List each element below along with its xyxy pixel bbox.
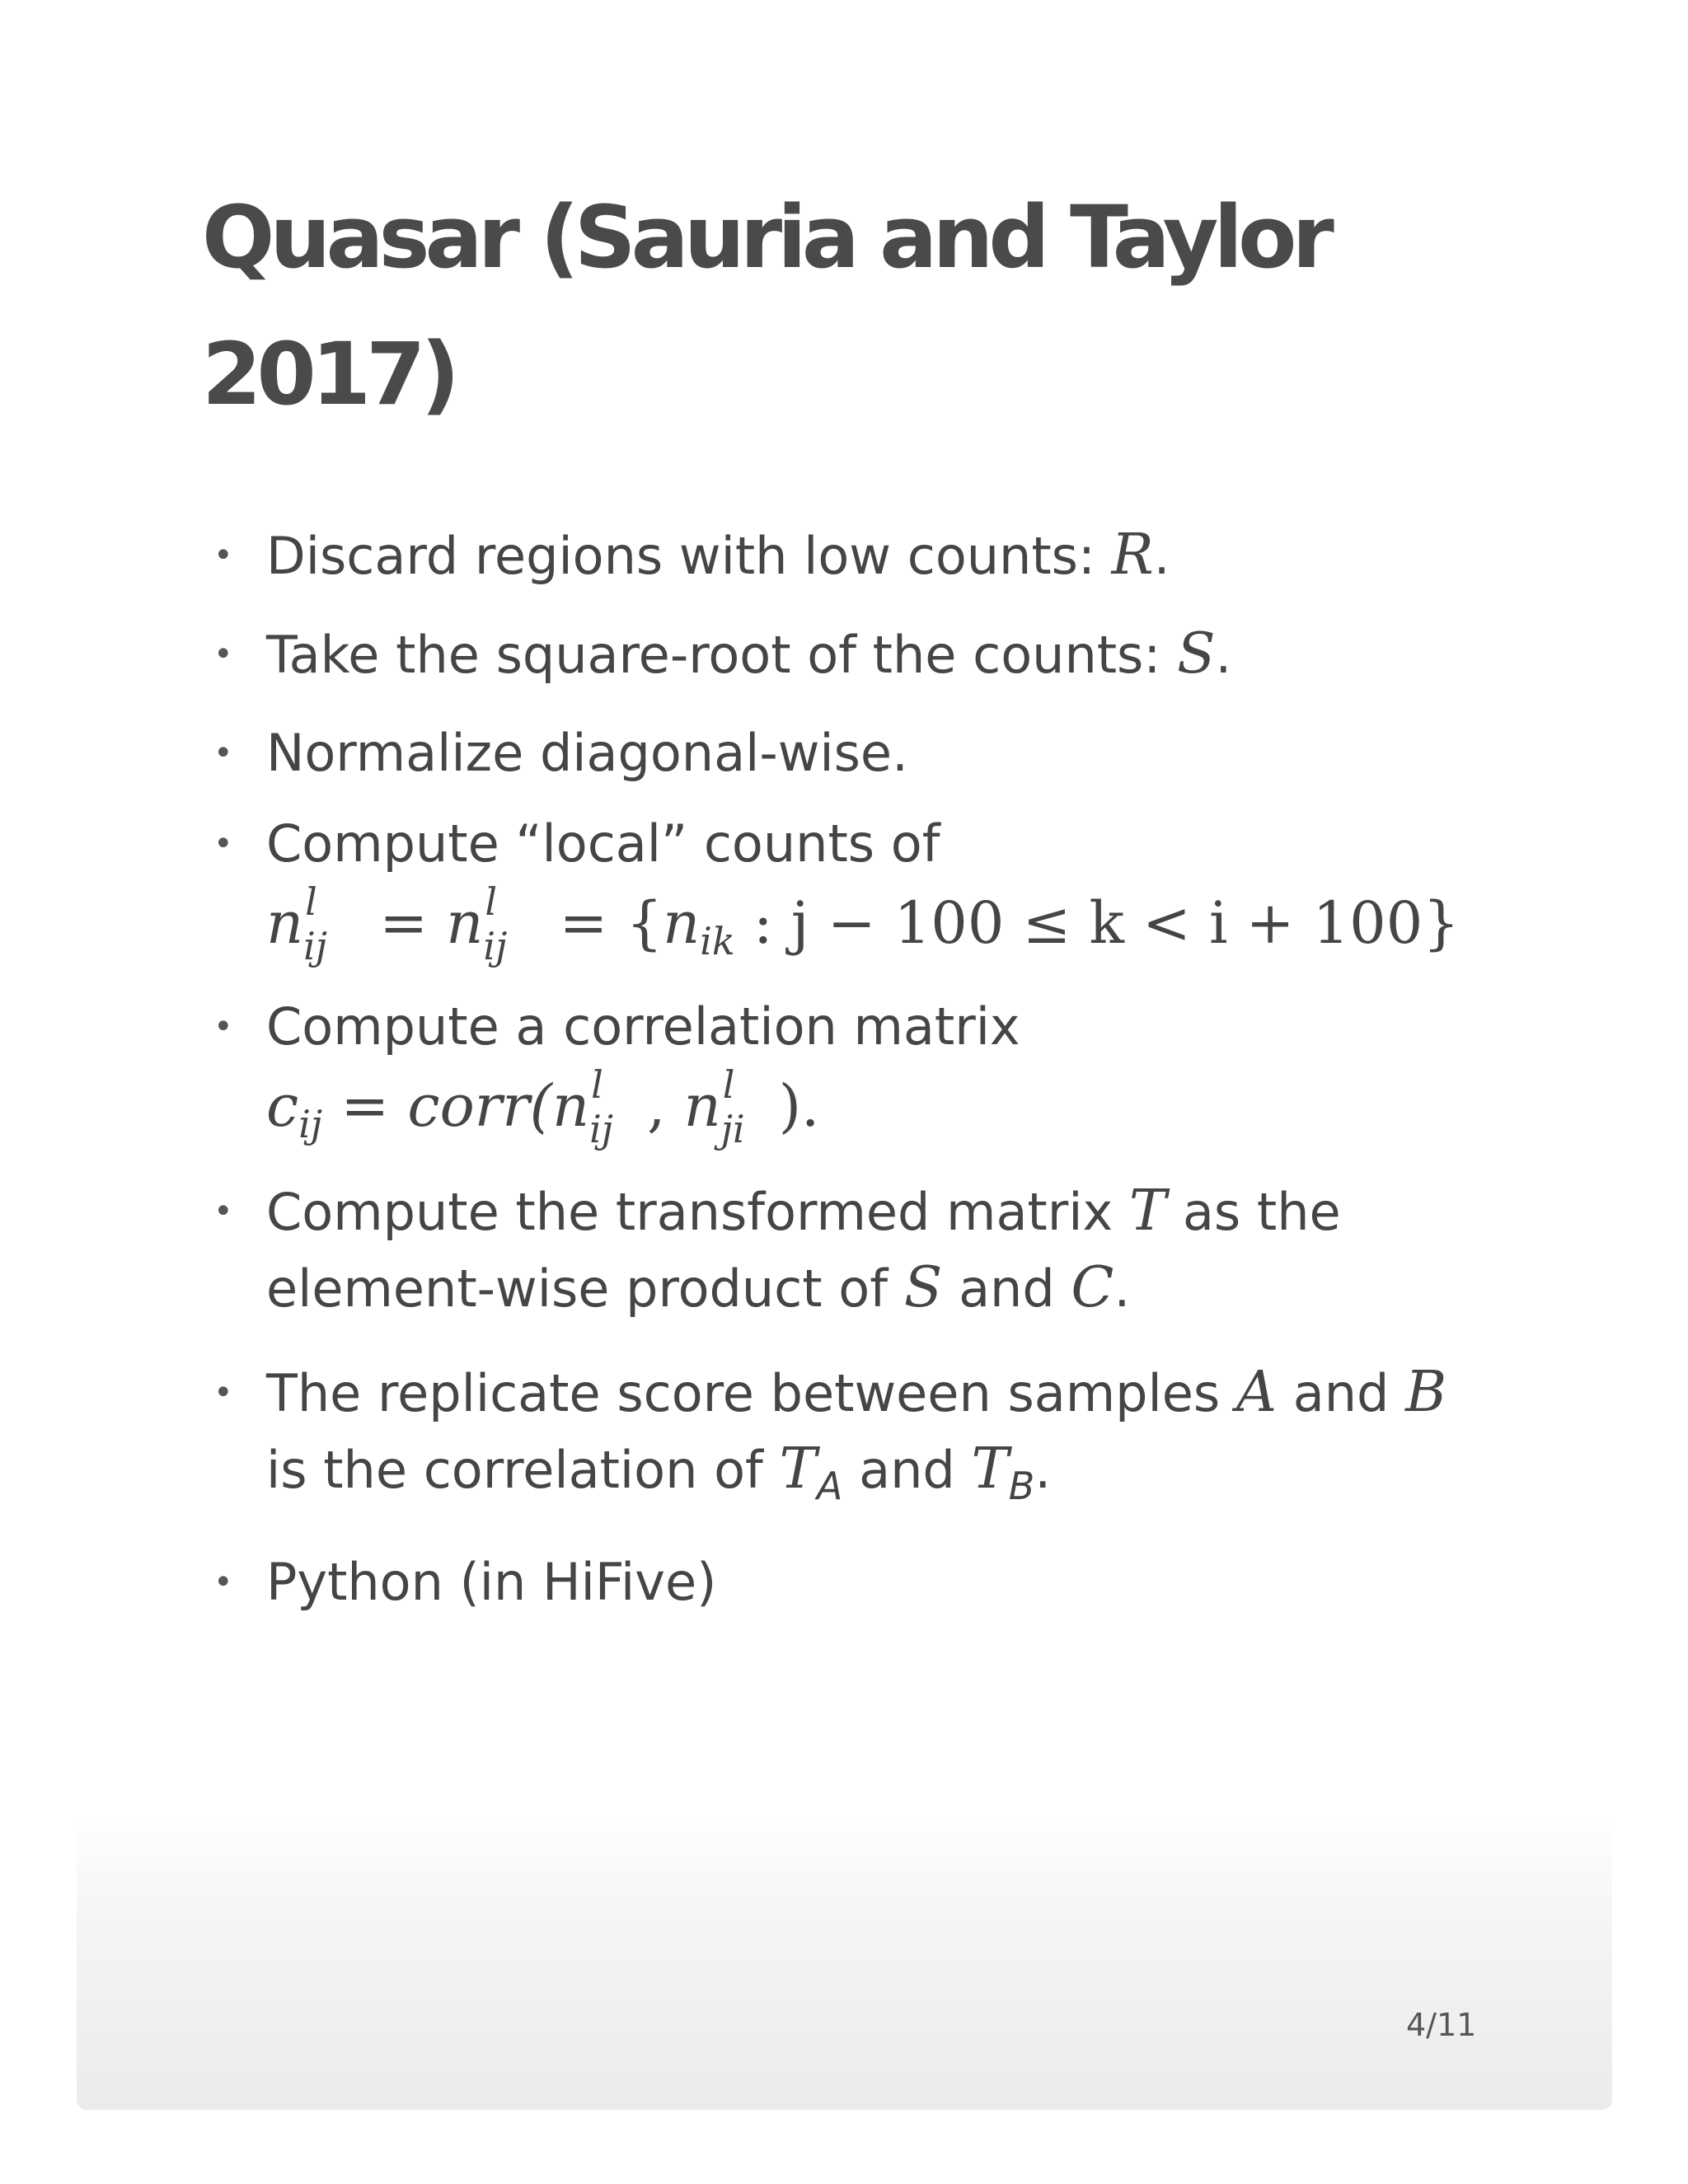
math-symbol: R	[1111, 523, 1154, 588]
bullet-text: Normalize diagonal-wise.	[266, 723, 908, 783]
bullet-text: Discard regions with low counts: R.	[266, 523, 1170, 588]
bullet-dot: •	[213, 1193, 233, 1230]
bullet-text: Compute “local” counts of n l ij = n l ij = {$n_{ik}$ : j − 100 ≤ k < i + 100}	[266, 813, 1460, 968]
bullet-text: Compute the transformed matrix T as the element-wise product of S and C.	[266, 1179, 1341, 1320]
math-symbol: T	[971, 1436, 1009, 1502]
bullet-dot: •	[213, 1563, 233, 1601]
slide-title: Quasar (Sauria and Taylor 2017)	[202, 187, 1329, 424]
bullet-dot: •	[213, 734, 233, 772]
bullet-text: The replicate score between samples A and B is the correlation of $T_A$ and $T_B$.	[266, 1360, 1447, 1508]
bullet-dot: •	[213, 1008, 233, 1046]
bullet-dot: •	[213, 825, 233, 863]
footer-panel	[77, 1813, 1612, 2110]
math-formula: n l ij = n l ij = {$n_{ik}$ : j − 100 ≤ k < i + 100}	[266, 879, 1460, 968]
bullet-text: Python (in HiFive)	[266, 1552, 717, 1612]
bullet-text: Compute a correlation matrix $c_{ij}$ = corr(n l ij , n l ji ).	[266, 996, 1020, 1151]
math-symbol: S	[903, 1255, 943, 1320]
bullet-dot: •	[213, 537, 233, 574]
bullet-text: Take the square-root of the counts: S.	[266, 621, 1232, 687]
math-symbol: A	[1236, 1360, 1277, 1425]
math-symbol: S	[1176, 621, 1216, 687]
math-symbol: T	[779, 1436, 817, 1502]
bullet-dot: •	[213, 1374, 233, 1412]
math-symbol: B	[1405, 1360, 1447, 1425]
math-formula: $c_{ij}$ = corr(n l ij , n l ji ).	[266, 1062, 820, 1151]
math-symbol: C	[1071, 1255, 1114, 1320]
page-number: 4/11	[1406, 2007, 1477, 2043]
bullet-dot: •	[213, 635, 233, 673]
math-symbol: T	[1128, 1179, 1167, 1244]
